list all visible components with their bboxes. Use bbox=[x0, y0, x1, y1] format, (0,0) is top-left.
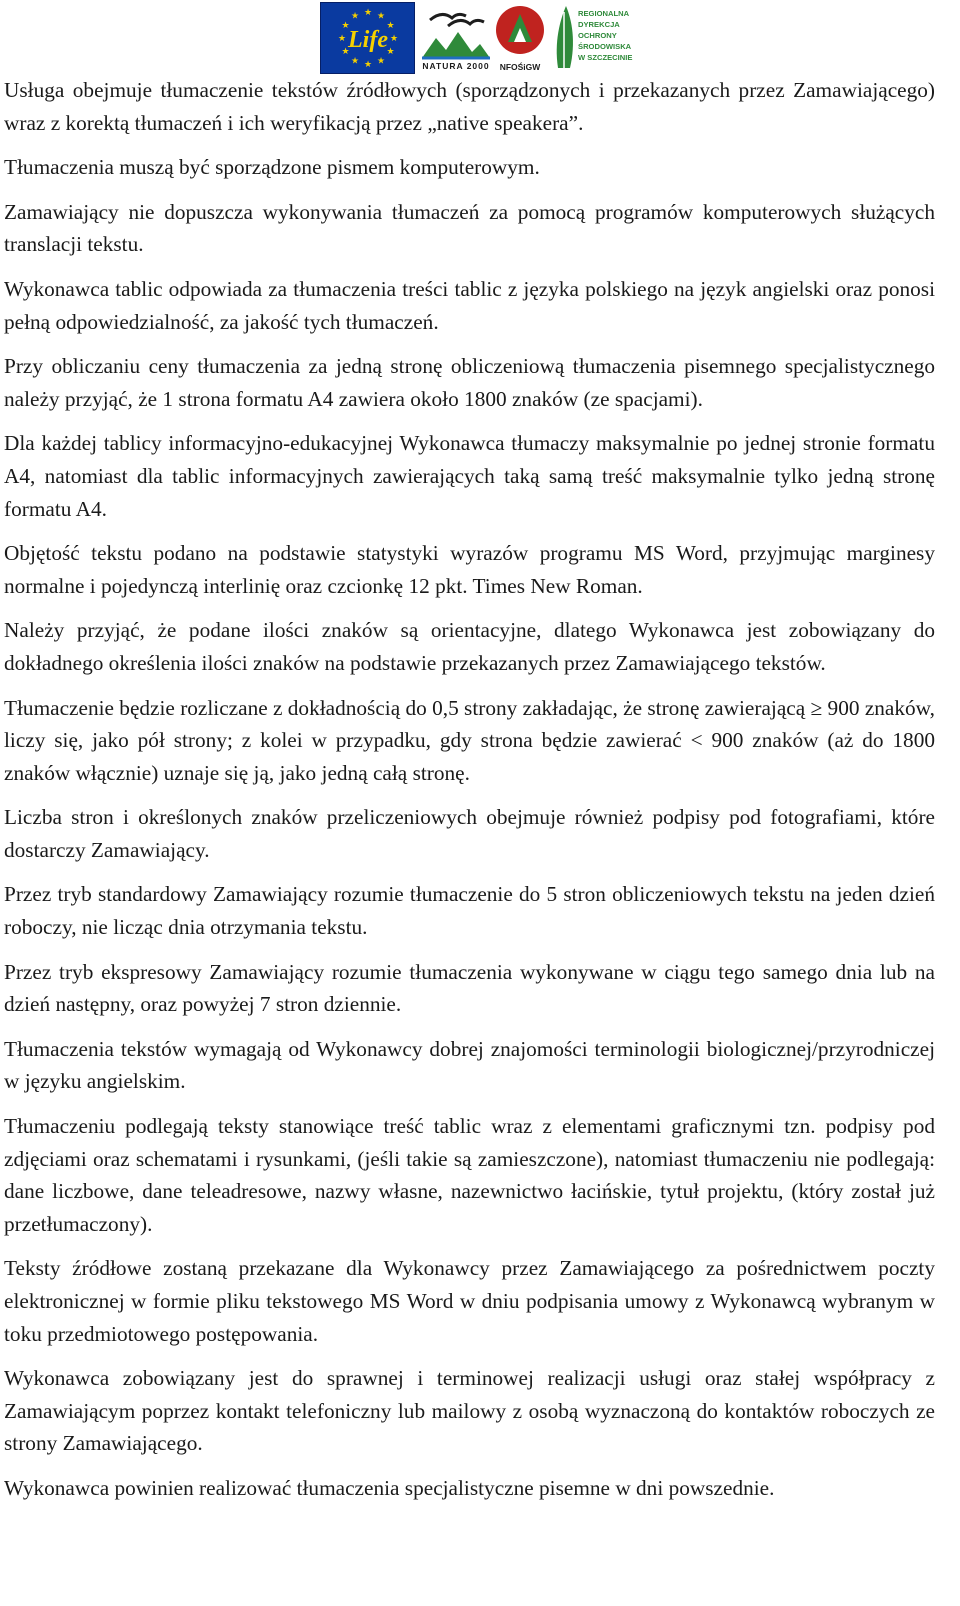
rdos-text-line-5: W SZCZECINIE bbox=[578, 53, 633, 62]
eu-star-icon: ★ bbox=[350, 10, 360, 21]
rdos-icon bbox=[546, 2, 642, 72]
eu-star-icon: ★ bbox=[386, 46, 395, 56]
natura-2000-logo bbox=[418, 6, 494, 72]
nfosigw-text: NFOŚiGW bbox=[499, 62, 541, 72]
natura-2000-text: NATURA 2000 bbox=[422, 61, 490, 71]
rdos-logo bbox=[546, 2, 642, 72]
life-logo-text: Life bbox=[348, 27, 388, 53]
eu-star-icon: ★ bbox=[386, 20, 395, 30]
paragraph-cooperation: Wykonawca zobowiązany jest do sprawnej i terminowej realizacji usługi oraz stałej współpracy z Zamawiającym poprzez kontakt telefoniczny lub mailowy z osobą wyznaczoną do kontaktów roboczych ze strony Zamawiającego. bbox=[4, 1366, 935, 1456]
eu-star-icon: ★ bbox=[389, 33, 399, 43]
eu-star-icon: ★ bbox=[376, 10, 386, 21]
eu-star-icon: ★ bbox=[341, 46, 350, 56]
paragraph-computer-typing: Tłumaczenia muszą być sporządzone pismem komputerowym. bbox=[4, 155, 540, 180]
eu-star-icon: ★ bbox=[363, 59, 373, 69]
document-body bbox=[4, 74, 935, 1517]
eu-star-icon: ★ bbox=[337, 33, 347, 43]
paragraph-text-volume: Objętość tekstu podano na podstawie statystyki wyrazów programu MS Word, przyjmując marginesy normalne i pojedynczą interlinię oraz czcionkę 12 pkt. Times New Roman. bbox=[4, 541, 935, 598]
paragraph-service-scope: Usługa obejmuje tłumaczenie tekstów źródłowych (sporządzonych i przekazanych przez Zamawiającego) wraz z korektą tłumaczeń i ich weryfikacją przez „native speakera”. bbox=[4, 78, 935, 135]
paragraph-photo-captions: Liczba stron i określonych znaków przeliczeniowych obejmuje również podpisy pod fotografiami, które dostarczy Zamawiający. bbox=[4, 805, 935, 862]
paragraph-working-days: Wykonawca powinien realizować tłumaczenia specjalistyczne pisemne w dni powszednie. bbox=[4, 1475, 775, 1500]
eu-star-icon: ★ bbox=[350, 55, 360, 66]
rdos-text-line-4: ŚRODOWISKA bbox=[578, 42, 632, 51]
nfosigw-logo bbox=[494, 2, 546, 74]
paragraph-terminology: Tłumaczenia tekstów wymagają od Wykonawcy dobrej znajomości terminologii biologicznej/przyrodniczej w języku angielskim. bbox=[4, 1036, 935, 1094]
eu-star-icon: ★ bbox=[376, 55, 386, 66]
paragraph-page-definition: Przy obliczaniu ceny tłumaczenia za jedną stronę obliczeniową tłumaczenia pisemnego specjalistycznego należy przyjąć, że 1 strona formatu A4 zawiera około 1800 znaków (ze spacjami). bbox=[4, 354, 935, 411]
paragraph-contractor-responsibility: Wykonawca tablic odpowiada za tłumaczenia treści tablic z języka polskiego na język angielski oraz ponosi pełną odpowiedzialność, za jakość tych tłumaczeń. bbox=[4, 276, 935, 334]
paragraph-billing-accuracy: Tłumaczenie będzie rozliczane z dokładnością do 0,5 strony zakładając, że stronę zawierającą ≥ 900 znaków, liczy się, jako pół strony; z kolei w przypadku, gdy strona będzie zawierać < 900 znaków (aż do 1800 znaków włącznie) uznaje się ją, jako jedną całą stronę. bbox=[4, 695, 935, 785]
paragraph-express-mode: Przez tryb ekspresowy Zamawiający rozumie tłumaczenia wykonywane w ciągu tego samego dnia lub na dzień następny, oraz powyżej 7 stron dziennie. bbox=[4, 959, 935, 1017]
eu-flag-icon bbox=[321, 3, 414, 73]
paragraph-translation-subject: Tłumaczeniu podlegają teksty stanowiące treść tablic wraz z elementami graficznymi tzn. podpisy pod zdjęciami oraz schematami i rysunkami, (jeśli takie są zamieszczone), natomiast tłumaczeniu nie podlegają: dane liczbowe, dane teleadresowe, nazwy własne, nazewnictwo łacińskie, tytuł projektu, (który został już przetłumaczony). bbox=[4, 1114, 935, 1236]
rdos-text-line-2: DYREKCJA bbox=[578, 20, 620, 29]
paragraph-standard-mode: Przez tryb standardowy Zamawiający rozumie tłumaczenie do 5 stron obliczeniowych tekstu na jeden dzień roboczy, nie licząc dnia otrzymania tekstu. bbox=[4, 882, 935, 940]
life-logo bbox=[320, 2, 415, 74]
paragraph-no-machine-translation: Zamawiający nie dopuszcza wykonywania tłumaczeń za pomocą programów komputerowych służących translacji tekstu. bbox=[4, 199, 935, 257]
eu-star-icon: ★ bbox=[363, 7, 373, 17]
paragraph-page-limit: Dla każdej tablicy informacyjno-edukacyjnej Wykonawca tłumaczy maksymalnie po jednej stronie formatu A4, natomiast dla tablic informacyjnych zawierających taką samą treść maksymalnie tylko jedną stronę formatu A4. bbox=[4, 431, 935, 521]
natura-2000-icon bbox=[418, 6, 494, 72]
nfosigw-icon bbox=[494, 2, 546, 74]
logo-bar bbox=[320, 0, 640, 74]
paragraph-character-estimate: Należy przyjąć, że podane ilości znaków są orientacyjne, dlatego Wykonawca jest zobowiązany do dokładnego określenia ilości znaków na podstawie przekazanych przez Zamawiającego tekstów. bbox=[4, 618, 935, 675]
paragraph-source-delivery: Teksty źródłowe zostaną przekazane dla Wykonawcy przez Zamawiającego za pośrednictwem poczty elektronicznej w formie pliku tekstowego MS Word w dniu podpisania umowy z Wykonawcą wybranym w toku przedmiotowego postępowania. bbox=[4, 1256, 935, 1346]
eu-star-icon: ★ bbox=[341, 20, 350, 30]
rdos-text-line-3: OCHRONY bbox=[578, 31, 617, 40]
rdos-text-line-1: REGIONALNA bbox=[578, 9, 630, 18]
